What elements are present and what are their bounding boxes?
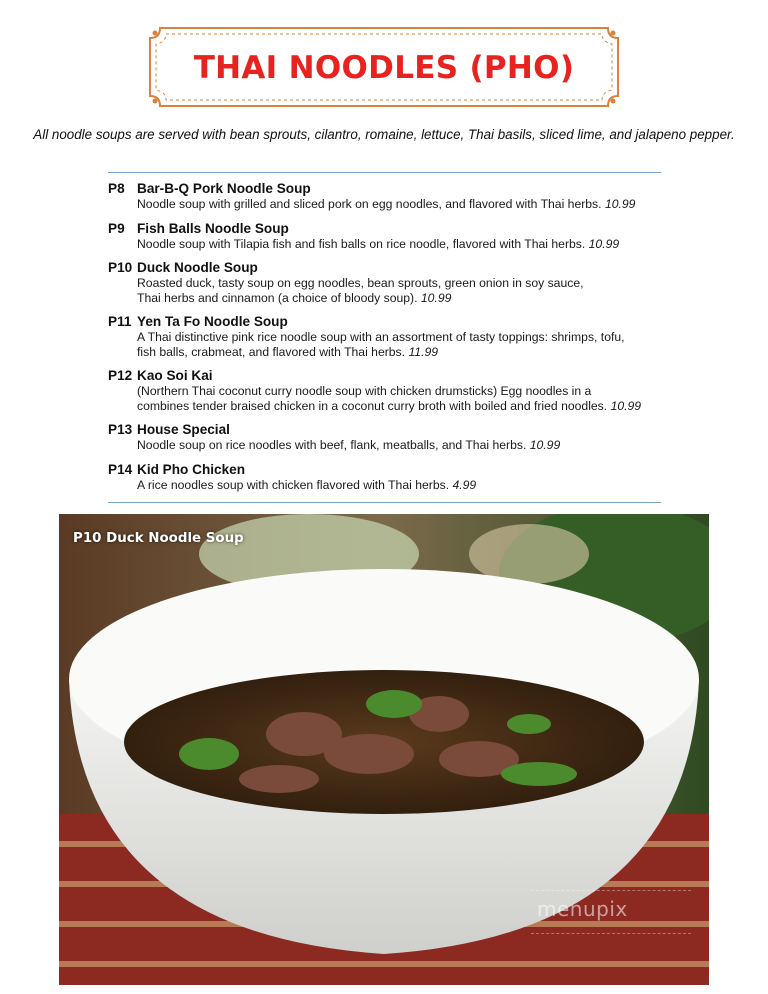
intro-text: All noodle soups are served with bean sprouts, cilantro, romaine, lettuce, Thai basils, sliced lime, and jalapeno pepper. [33,127,735,142]
menu-item-name: Bar-B-Q Pork Noodle Soup [137,181,311,196]
menu-item-description [108,478,668,493]
photo-caption: P10 Duck Noodle Soup [73,531,244,546]
menu-item [108,462,668,493]
divider-top [108,172,661,173]
menu-item-heading [108,314,668,330]
menu-item-description-text: fish balls, crabmeat, and flavored with Thai herbs. [137,344,406,359]
menu-item-price: 10.99 [604,197,636,211]
menu-item-name: House Special [137,422,230,437]
menu-item-description [108,438,668,453]
menu-item-description [108,399,668,414]
menu-item [108,221,668,252]
menu-item-description [108,345,668,360]
menu-item-description-text: (Northern Thai coconut curry noodle soup with chicken drumsticks) Egg noodles in a [137,384,592,398]
menu-item-description-text: Thai herbs and cinnamon (a choice of bloody soup). [137,290,418,305]
menu-item-price: 10.99 [588,236,620,251]
menu-item-name: Duck Noodle Soup [137,260,258,275]
menu-item-price: 10.99 [420,290,452,305]
menu-item-price: 4.99 [452,477,477,492]
menu-item-list [108,181,668,501]
menu-item-code: P12 [108,368,133,383]
menu-item-code: P11 [108,314,132,329]
menu-item-description-text: Noodle soup on rice noodles with beef, flank, meatballs, and Thai herbs. [137,438,527,452]
menu-item [108,260,668,305]
watermark-text: menupix [537,897,628,921]
menu-item [108,314,668,359]
menu-item-code: P8 [108,181,125,196]
menu-item [108,181,668,212]
title-frame [146,24,622,110]
menu-item-heading [108,462,668,478]
menu-item-heading [108,260,668,276]
dish-photo [59,514,709,985]
menu-item-heading [108,422,668,438]
menu-item-description [108,330,668,345]
menu-item-name: Kao Soi Kai [137,368,213,383]
menu-item-description [108,384,668,399]
menu-item-price: 11.99 [408,344,439,359]
menu-item-price: 10.99 [610,398,642,413]
menu-item-heading [108,368,668,384]
menu-item-code: P13 [108,422,133,437]
menu-item-name: Fish Balls Noodle Soup [137,220,289,236]
menu-item-description [108,237,668,252]
menu-item-description [108,291,668,306]
menu-item-description [108,276,668,291]
menu-item-description-text: combines tender braised chicken in a coconut curry broth with boiled and fried noodles. [137,398,608,413]
watermark-logo [531,890,691,934]
menu-item-description-text: Roasted duck, tasty soup on egg noodles, bean sprouts, green onion in soy sauce, [137,276,584,290]
menu-item-code: P9 [108,220,125,236]
menu-item-description-text: A Thai distinctive pink rice noodle soup with an assortment of tasty toppings: shrimps, tofu, [137,330,625,344]
menu-item-description-text: Noodle soup with Tilapia fish and fish balls on rice noodle, flavored with Thai herbs. [137,236,586,251]
menu-item-description-text: Noodle soup with grilled and sliced pork on egg noodles, and flavored with Thai herbs. [137,197,602,211]
menu-item [108,422,668,453]
menu-item [108,368,668,413]
menu-item-name: Kid Pho Chicken [137,461,246,477]
menu-item-heading [108,221,668,237]
menu-item-name: Yen Ta Fo Noodle Soup [137,314,288,329]
menu-item-code: P10 [108,260,133,275]
page-title: THAI NOODLES (PHO) [193,50,575,86]
menu-item-code: P14 [108,461,133,477]
menu-item-description-text: A rice noodles soup with chicken flavored with Thai herbs. [137,477,450,492]
menu-item-price: 10.99 [529,438,561,452]
menu-item-heading [108,181,668,197]
menu-item-description [108,197,668,212]
divider-bottom [108,502,661,503]
